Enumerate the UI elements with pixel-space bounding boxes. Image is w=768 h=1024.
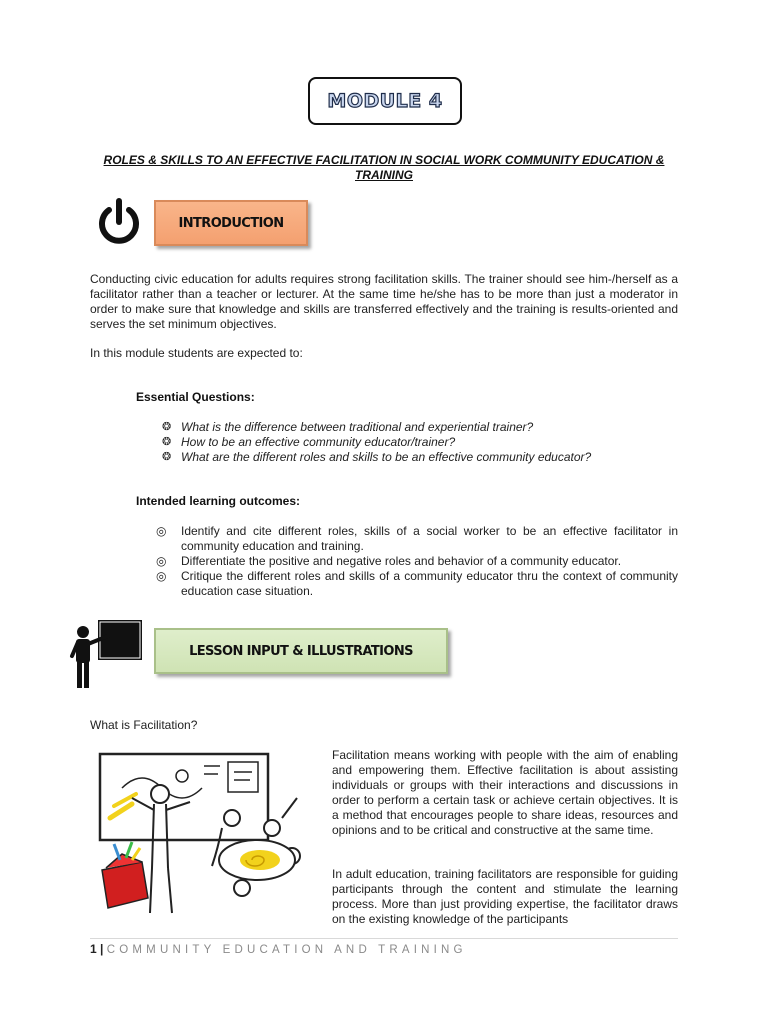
facilitation-illustration [92,748,322,918]
list-item [162,450,662,465]
lesson-input-banner [154,628,448,674]
footer-divider [90,938,678,939]
expected-line: In this module students are expected to: [90,346,303,360]
introduction-banner [154,200,308,246]
bullet-icon: ◎ [156,569,167,583]
bullet-icon: ◎ [156,524,167,538]
facilitation-question: What is Facilitation? [90,718,198,732]
bullet-icon: ◎ [156,554,167,568]
introduction-banner-label: INTRODUCTION [178,215,284,231]
bullet-icon: ❂ [162,436,172,448]
learning-outcomes-list [156,524,678,599]
teacher-at-board-icon [68,614,144,690]
page-number: 1 [90,942,97,956]
adult-education-paragraph: In adult education, training facilitators are responsible for guiding participants through the content and stimulate the learning process. More than just providing expertise, the facilitator draws on the existing knowledge of the participants [332,867,678,926]
bullet-icon: ❂ [162,421,172,433]
question-text: What are the different roles and skills to be an effective community educator? [181,450,592,464]
list-item [162,420,662,435]
essential-questions-heading: Essential Questions: [136,390,255,404]
list-item [156,569,678,599]
facilitation-definition-paragraph: Facilitation means working with people with the aim of enabling and empowering them. Effective facilitation is about assisting individuals or groups with their interactions and discussions in order to perform a certain task or achieve certain objectives. It is a method that encourages people to share ideas, resources and opinions and to be critical and constructive at the same time. [332,748,678,837]
intro-paragraph: Conducting civic education for adults requires strong facilitation skills. The trainer should see him-/herself as a facilitator rather than a teacher or lecturer. At the same time he/she has to be more than just a moderator in order to make sure that knowledge and skills are transferred effectively and the training is results-oriented and serves the set minimum objectives. [90,272,678,331]
lesson-input-banner-label: LESSON INPUT & ILLUSTRATIONS [189,643,413,659]
question-text: What is the difference between traditional and experiential trainer? [181,420,534,434]
footer-course-title: COMMUNITY EDUCATION AND TRAINING [106,944,467,956]
module-badge-label: MODULE 4 [327,90,443,112]
footer-separator: | [100,942,104,956]
essential-questions-list [162,420,662,465]
page-title: ROLES & SKILLS TO AN EFFECTIVE FACILITATION IN SOCIAL WORK COMMUNITY EDUCATION & TRAINING [103,153,665,182]
outcome-text: Critique the different roles and skills of a community educator thru the context of community education case situation. [181,569,678,598]
page-footer [90,942,467,956]
learning-outcomes-heading: Intended learning outcomes: [136,494,301,508]
module-badge [308,77,462,125]
outcome-text: Identify and cite different roles, skills of a social worker to be an effective facilitator in community education and training. [181,524,678,553]
list-item [156,524,678,554]
list-item [162,435,662,450]
list-item [156,554,678,569]
question-text: How to be an effective community educator/trainer? [181,435,456,449]
bullet-icon: ❂ [162,451,172,463]
power-icon [94,198,144,248]
outcome-text: Differentiate the positive and negative roles and behavior of a community educator. [181,554,622,568]
